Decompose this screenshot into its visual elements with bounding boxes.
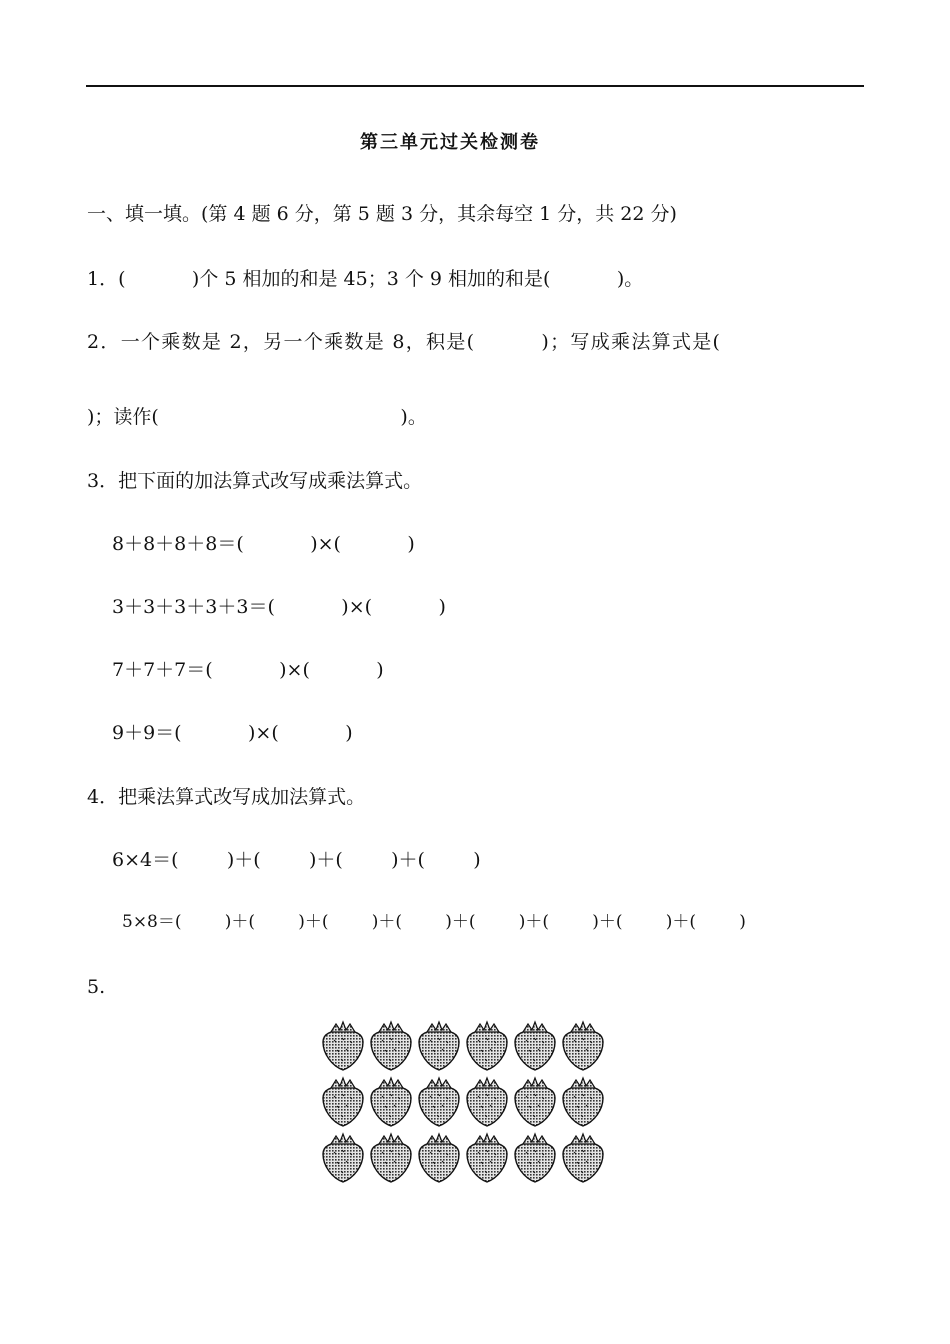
question-4-title: 4．把乘法算式改写成加法算式。: [87, 786, 366, 808]
strawberry-icon: [512, 1020, 558, 1072]
strawberry-icon: [464, 1076, 510, 1128]
strawberry-icon: [416, 1020, 462, 1072]
q3-expression: 9＋9＝( )×( ): [112, 722, 353, 744]
question-2-line-1: 2．一个乘数是 2，另一个乘数是 8，积是( )；写成乘法算式是(: [87, 331, 722, 353]
q4-expression: 5×8＝( )＋( )＋( )＋( )＋( )＋( )＋( )＋( ): [122, 912, 746, 932]
question-3-title: 3．把下面的加法算式改写成乘法算式。: [87, 470, 423, 492]
q4-expression: 6×4＝( )＋( )＋( )＋( ): [112, 849, 481, 871]
section-heading: 一、填一填。(第 4 题 6 分，第 5 题 3 分，其余每空 1 分，共 22 分): [87, 203, 677, 225]
q3-expression: 7＋7＋7＝( )×( ): [112, 659, 384, 681]
strawberry-icon: [368, 1076, 414, 1128]
strawberry-icon: [416, 1132, 462, 1184]
strawberry-icon: [464, 1132, 510, 1184]
question-5-label: 5.: [87, 976, 106, 998]
strawberry-icon: [512, 1132, 558, 1184]
strawberry-icon: [464, 1020, 510, 1072]
strawberry-grid: [320, 1020, 610, 1185]
strawberry-icon: [416, 1076, 462, 1128]
question-1: 1．( )个 5 相加的和是 45；3 个 9 相加的和是( )。: [87, 268, 644, 290]
strawberry-icon: [368, 1132, 414, 1184]
strawberry-icon: [560, 1076, 606, 1128]
top-rule: [86, 85, 864, 87]
strawberry-icon: [560, 1132, 606, 1184]
q3-expression: 8＋8＋8＋8＝( )×( ): [112, 533, 415, 555]
page-title: 第三单元过关检测卷: [360, 132, 540, 153]
strawberry-icon: [368, 1020, 414, 1072]
q3-expression: 3＋3＋3＋3＋3＝( )×( ): [112, 596, 446, 618]
strawberry-icon: [320, 1020, 366, 1072]
question-2-line-2: )；读作( )。: [87, 406, 427, 428]
strawberry-icon: [560, 1020, 606, 1072]
strawberry-icon: [512, 1076, 558, 1128]
strawberry-icon: [320, 1076, 366, 1128]
strawberry-icon: [320, 1132, 366, 1184]
